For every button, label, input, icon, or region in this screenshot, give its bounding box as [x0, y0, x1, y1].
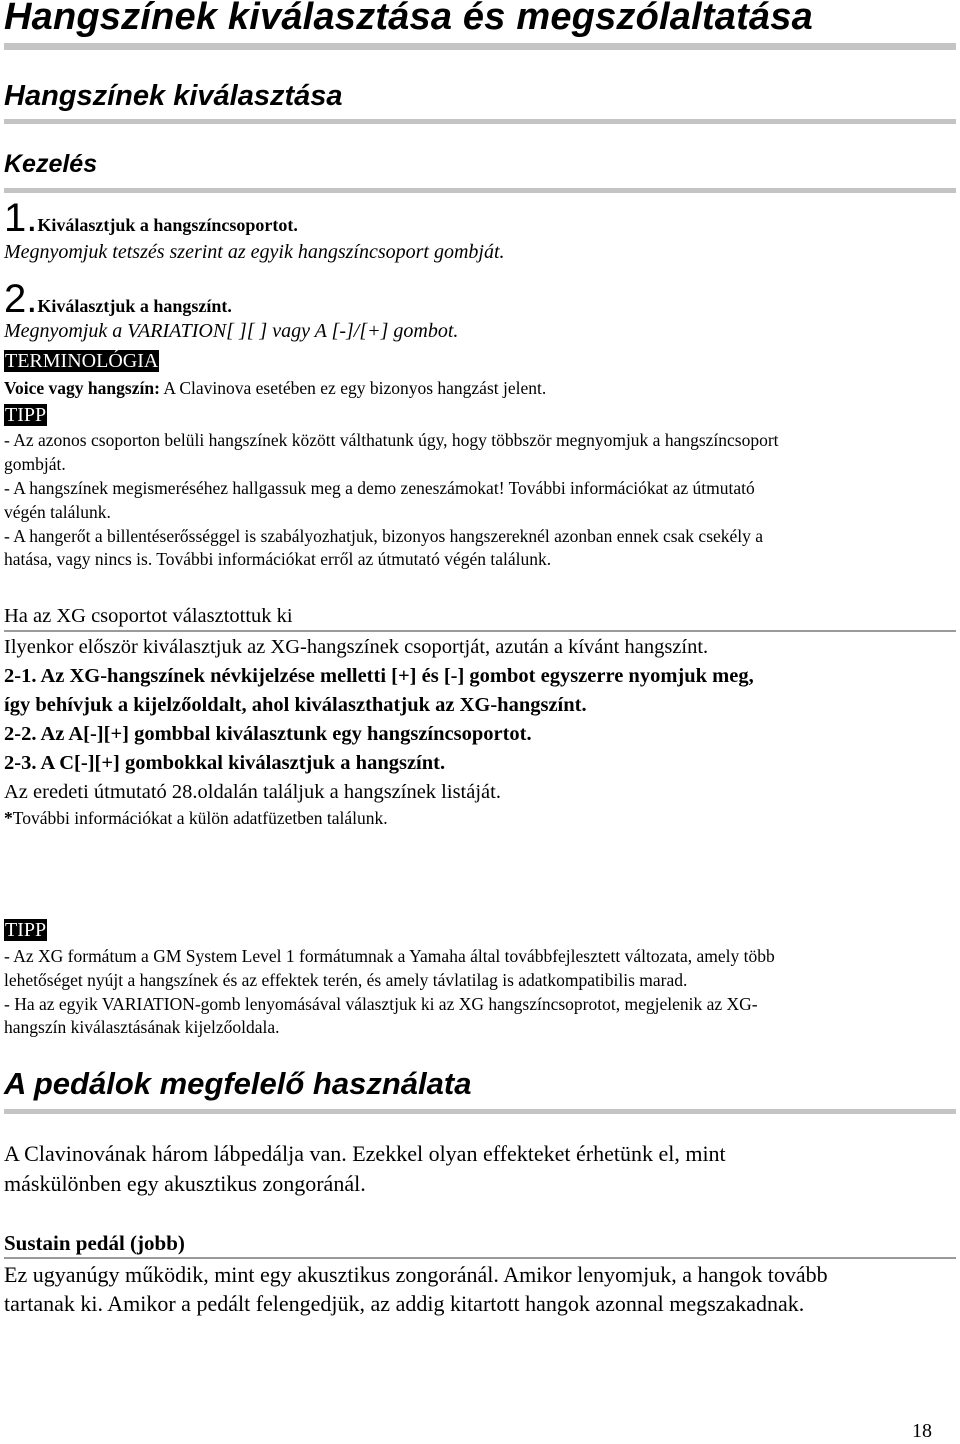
tip-1-line: gombját. [4, 454, 66, 474]
page-title: Hangszínek kiválasztása és megszólaltatása [4, 0, 813, 38]
tip-2-line: hangszín kiválasztásának kijelzőoldala. [4, 1017, 280, 1037]
xg-note-text: További információkat a külön adatfüzetben találunk. [12, 808, 388, 828]
section-rule [4, 119, 956, 124]
tip-1-line: - A hangerőt a billentéserősséggel is szabályozhatjuk, bizonyos hangszereknél azonban ennek csak csekély a [4, 526, 764, 546]
step-1-number: 1 [4, 196, 27, 240]
xg-step-2-1-cont: így behívjuk a kijelzőoldalt, ahol kiválaszthatjuk az XG-hangszínt. [4, 694, 587, 716]
xg-heading [4, 605, 293, 628]
xg-step-2-1: 2-1. Az XG-hangszínek névkijelzése melletti [+] és [-] gombot egyszerre nyomjuk meg, [4, 665, 754, 687]
pedals-intro-line: máskülönben egy akusztikus zongoránál. [4, 1171, 366, 1196]
xg-step-2-3: 2-3. A C[-][+] gombokkal kiválasztjuk a hangszínt. [4, 752, 446, 774]
terminology-term: Voice vagy hangszín: [4, 378, 160, 398]
tip-1-tag: TIPP [5, 404, 47, 426]
step-2-number: 2 [4, 277, 27, 321]
title-rule [4, 43, 956, 50]
sustain-heading: Sustain pedál (jobb) [4, 1231, 185, 1255]
sustain-line: Ez ugyanúgy működik, mint egy akusztikus zongoránál. Amikor lenyomjuk, a hangok tovább [4, 1262, 828, 1287]
xg-heading-text: Ha az XG csoportot választottuk ki [4, 605, 293, 627]
xg-heading-rule [4, 630, 956, 632]
step-2-dot: . [26, 277, 38, 321]
step-2 [4, 279, 232, 319]
terminology-definition: A Clavinova esetében ez egy bizonyos hangzást jelent. [159, 378, 547, 398]
tip-1-line: - Az azonos csoporton belüli hangszínek között válthatunk úgy, hogy többször megnyomjuk a hangszíncsoport [4, 430, 779, 450]
sustain-line: tartanak ki. Amikor a pedált felengedjük, az addig kitartott hangok azonnal megszakadnak. [4, 1291, 805, 1316]
terminology-line [4, 378, 546, 399]
subsection-heading: Kezelés [4, 150, 98, 178]
step-2-text: Megnyomjuk a VARIATION[ ][ ] vagy A [-]/[+] gombot. [4, 320, 459, 342]
tip-1-line: végén találunk. [4, 502, 111, 522]
xg-reference: Az eredeti útmutató 28.oldalán találjuk a hangszínek listáját. [4, 781, 501, 803]
tip-2-line: lehetőséget nyújt a hangszínek és az effektek terén, és amely távlatilag is adatkompatibilis marad. [4, 970, 688, 990]
xg-step-2-2: 2-2. Az A[-][+] gombbal kiválasztunk egy hangszíncsoportot. [4, 723, 532, 745]
step-1-text: Megnyomjuk tetszés szerint az egyik hangszíncsoport gombját. [4, 241, 505, 263]
tip-1-line: hatása, vagy nincs is. További információkat erről az útmutató végén találunk. [4, 549, 552, 569]
section-heading: Hangszínek kiválasztása [4, 80, 343, 112]
terminology-tag-wrap [4, 349, 159, 373]
step-2-title: Kiválasztjuk a hangszínt. [37, 296, 232, 316]
tip-2-tag: TIPP [5, 919, 47, 941]
sustain-heading-rule [4, 1257, 956, 1259]
pedals-intro-line: A Clavinovának három lábpedálja van. Ezekkel olyan effekteket érhetünk el, mint [4, 1141, 726, 1166]
tip-2-line: - Az XG formátum a GM System Level 1 formátumnak a Yamaha által továbbfejlesztett változata, amely több [4, 946, 775, 966]
tip-1-tag-wrap [4, 403, 47, 427]
step-1-dot: . [26, 196, 38, 240]
subsection-rule [4, 188, 956, 193]
step-1 [4, 198, 298, 238]
pedals-heading: A pedálok megfelelő használata [4, 1066, 472, 1101]
xg-note [4, 808, 388, 829]
xg-intro: Ilyenkor először kiválasztjuk az XG-hangszínek csoportját, azután a kívánt hangszínt. [4, 636, 709, 658]
xg-note-star: * [4, 808, 13, 828]
tip-2-line: - Ha az egyik VARIATION-gomb lenyomásával választjuk ki az XG hangszíncsoprotot, megjelenik az XG- [4, 994, 758, 1014]
pedals-heading-rule [4, 1109, 956, 1114]
page-number: 18 [912, 1420, 932, 1442]
terminology-tag: TERMINOLÓGIA [5, 350, 159, 372]
tip-1-line: - A hangszínek megismeréséhez hallgassuk meg a demo zeneszámokat! További információkat az útmutató [4, 478, 755, 498]
step-1-title: Kiválasztjuk a hangszíncsoportot. [37, 215, 298, 235]
tip-2-tag-wrap [4, 918, 47, 942]
